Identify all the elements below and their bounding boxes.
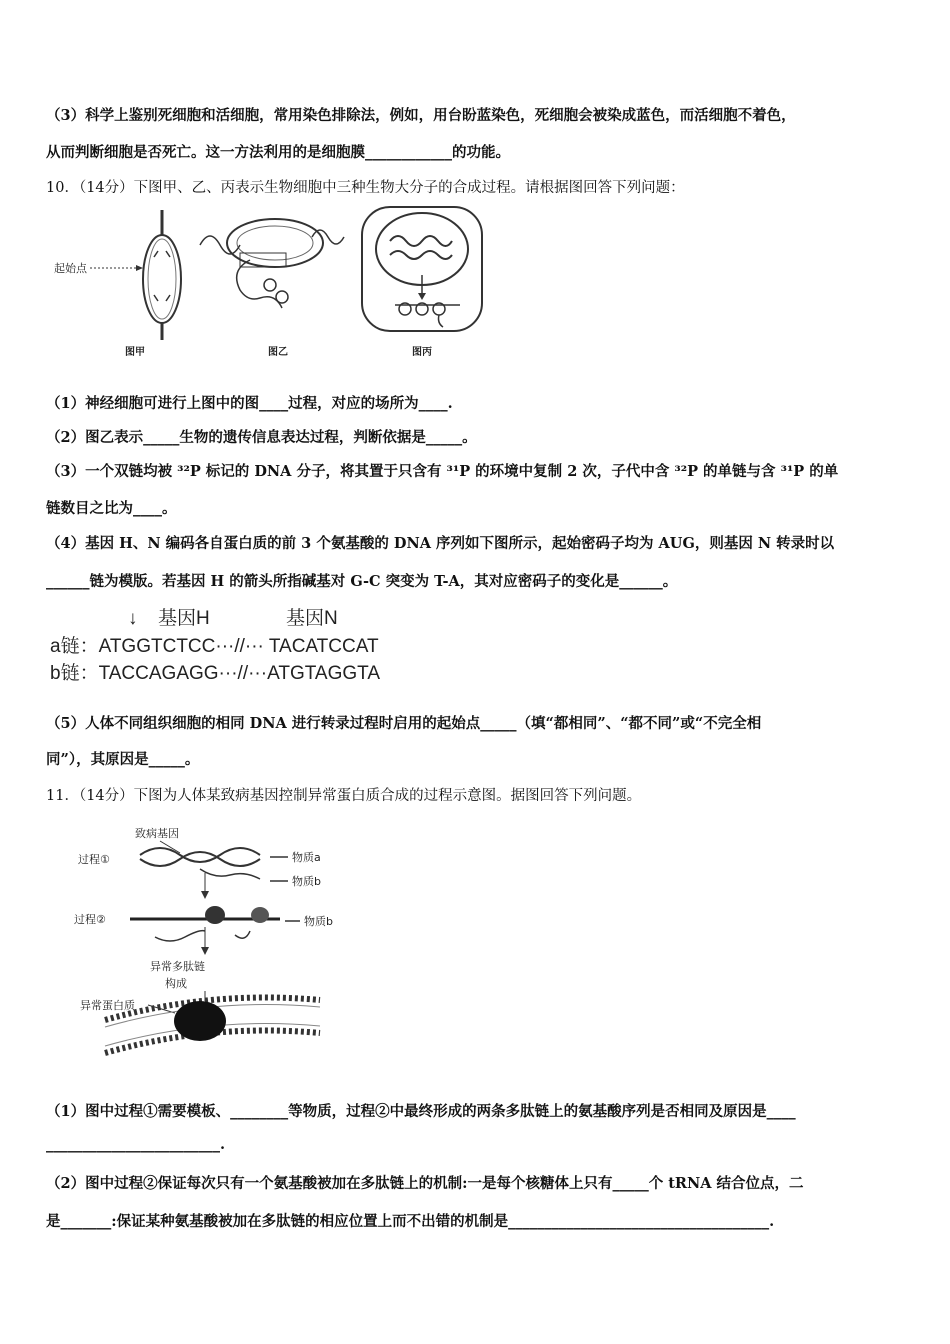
q9-part3-line2: 从而判断细胞是否死亡。这一方法利用的是细胞膜____________的功能。 <box>46 144 510 161</box>
substance-a-label: 物质a <box>292 851 321 864</box>
q10-figures <box>50 205 510 365</box>
q11-part2-line1: （2）图中过程②保证每次只有一个氨基酸被加在多肽链上的机制:一是每个核糖体上只有_____个 tRNA 结合位点，二 <box>46 1175 804 1192</box>
figure-yi <box>200 219 344 358</box>
pathogenic-gene-label: 致病基因 <box>135 827 179 840</box>
abnormal-polypeptide-label: 异常多肽链 <box>150 960 205 973</box>
q11-figure <box>60 815 360 1075</box>
q10-part2: （2）图乙表示_____生物的遗传信息表达过程，判断依据是_____。 <box>46 429 477 446</box>
q10-part1: （1）神经细胞可进行上图中的图____过程，对应的场所为____. <box>46 395 453 412</box>
q10-part5-line2: 同”），其原因是_____。 <box>46 751 200 768</box>
gene-h-label: 基因H <box>158 608 210 629</box>
q10-part4-line1: （4）基因 H、N 编码各自蛋白质的前 3 个氨基酸的 DNA 序列如下图所示，起始密码子均为 AUG，则基因 N 转录时以 <box>46 535 835 552</box>
start-point-label: 起始点 <box>54 262 87 275</box>
q9-part3-line1: （3）科学上鉴别死细胞和活细胞，常用染色排除法，例如，用台盼蓝染色，死细胞会被染成蓝色，而活细胞不着色， <box>46 107 796 124</box>
gene-sequence-figure <box>48 600 388 690</box>
q11-header <box>46 784 641 805</box>
caption-jia: 图甲 <box>125 347 145 358</box>
substance-b-label-2: 物质b <box>304 915 333 928</box>
figure-bing <box>362 207 482 358</box>
q11-part2-line2: 是_______:保证某种氨基酸被加在多肽链的相应位置上而不出错的机制是____________________________________. <box>46 1213 775 1230</box>
process-1-label: 过程① <box>78 853 110 866</box>
q10-header-text: 10．（14分）下图甲、乙、丙表示生物细胞中三种生物大分子的合成过程。请根据图回答下列问题： <box>46 180 685 196</box>
substance-b-label-1: 物质b <box>292 875 321 888</box>
q10-part3-line2: 链数目之比为____。 <box>46 500 177 517</box>
q10-part4-line2: ______链为模版。若基因 H 的箭头所指碱基对 G-C 突变为 T-A，其对应密码子的变化是______。 <box>46 573 678 590</box>
caption-bing: 图丙 <box>412 347 432 358</box>
figure-jia <box>54 210 181 358</box>
caption-yi: 图乙 <box>268 347 288 358</box>
strand-a-sequence: a链：ATGGTCTCC···//··· TACATCCAT <box>50 636 379 657</box>
q11-header-text: 11．（14分）下图为人体某致病基因控制异常蛋白质合成的过程示意图。据图回答下列问题。 <box>46 788 642 804</box>
q11-part1-line2: ________________________. <box>46 1136 226 1153</box>
process-2-label: 过程② <box>74 913 106 926</box>
mutation-arrow: ↓ <box>128 608 138 629</box>
q10-header <box>46 176 685 197</box>
q10-part5-line1: （5）人体不同组织细胞的相同 DNA 进行转录过程时启用的起始点_____（填“都相同”、“都不同”或“不完全相 <box>46 715 762 732</box>
abnormal-protein-shape <box>174 1001 226 1041</box>
gene-n-label: 基因N <box>286 608 338 629</box>
abnormal-protein-label: 异常蛋白质 <box>80 999 135 1012</box>
strand-b-sequence: b链：TACCAGAGG···//···ATGTAGGTA <box>50 663 381 684</box>
q11-part1-line1: （1）图中过程①需要模板、________等物质，过程②中最终形成的两条多肽链上的氨基酸序列是否相同及原因是____ <box>46 1103 796 1120</box>
q10-part3-line1: （3）一个双链均被 ³²P 标记的 DNA 分子，将其置于只含有 ³¹P 的环境中复制 2 次，子代中含 ³²P 的单链与含 ³¹P 的单 <box>46 463 839 480</box>
compose-label: 构成 <box>165 977 187 990</box>
